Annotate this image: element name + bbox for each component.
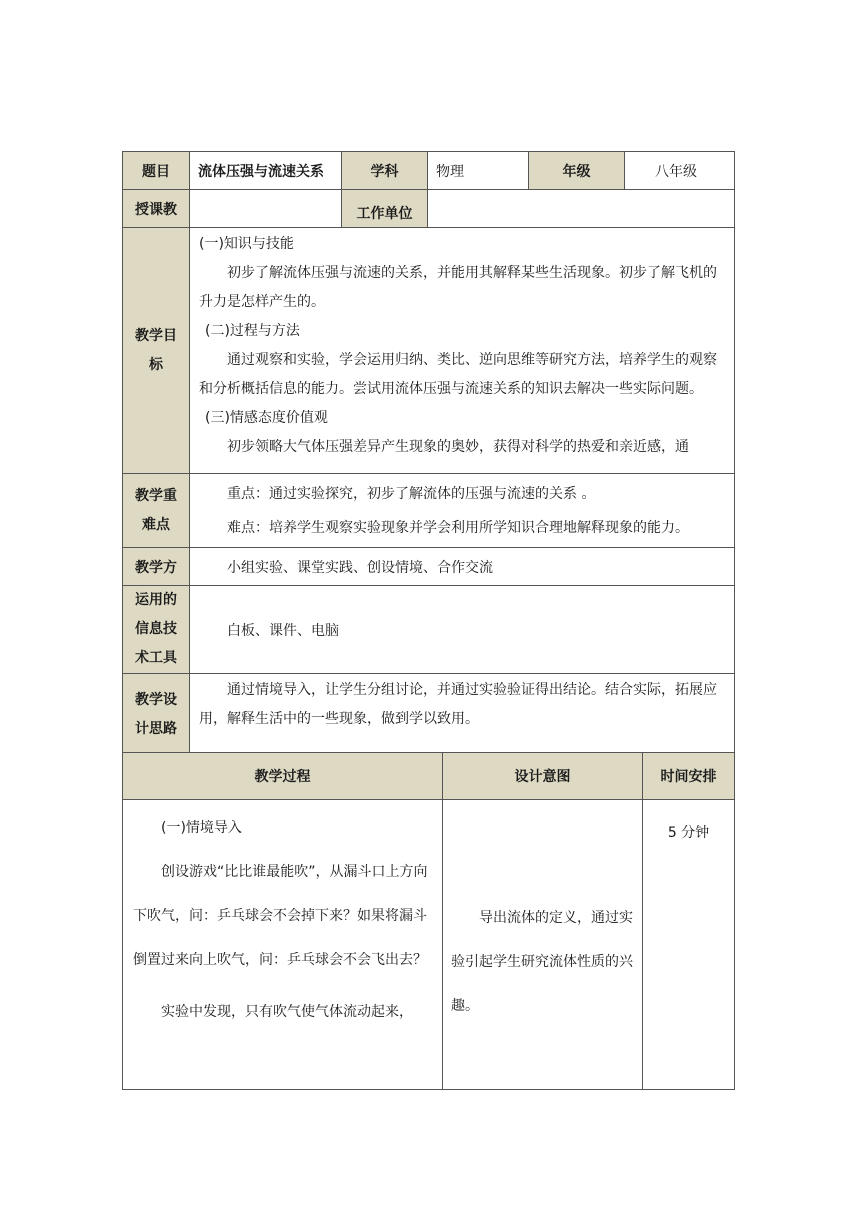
process-text-2: 实验中发现，只有吹气使气体流动起来， bbox=[161, 1004, 413, 1020]
key-points-label: 教学重难点 bbox=[123, 474, 190, 548]
process-cell bbox=[123, 800, 443, 1090]
process-title: (一)情境导入 bbox=[161, 820, 242, 836]
unit-label: 工作单位 bbox=[342, 190, 428, 228]
lesson-info-table bbox=[122, 151, 735, 756]
methods-value: 小组实验、课堂实践、创设情境、合作交流 bbox=[190, 548, 735, 586]
tools-value: 白板、课件、电脑 bbox=[190, 586, 735, 674]
grade-label: 年级 bbox=[529, 152, 625, 190]
key-point-focus: 重点：通过实验探究，初步了解流体的压强与流速的关系 。 bbox=[227, 485, 596, 502]
goals-heading-1: (一)知识与技能 bbox=[199, 236, 294, 252]
design-value: 通过情境导入，让学生分组讨论，并通过实验验证得出结论。结合实际，拓展应用，解释生活中的一些现象，做到学以致用。 bbox=[199, 682, 717, 727]
topic-value: 流体压强与流速关系 bbox=[190, 152, 342, 190]
goals-heading-2: (二)过程与方法 bbox=[205, 323, 300, 339]
goals-label: 教学目标 bbox=[123, 228, 190, 474]
teaching-process-table bbox=[122, 752, 735, 1090]
methods-label: 教学方 bbox=[123, 548, 190, 586]
time-cell: 5 分钟 bbox=[643, 800, 735, 1090]
goals-heading-3: (三)情感态度价值观 bbox=[205, 410, 328, 426]
teacher-value bbox=[190, 190, 342, 228]
design-label: 教学设计思路 bbox=[123, 674, 190, 756]
intent-column-header: 设计意图 bbox=[443, 753, 643, 800]
goals-paragraph-1: 初步了解流体压强与流速的关系，并能用其解释某些生活现象。初步了解飞机的升力是怎样产生的。 bbox=[199, 265, 717, 310]
goals-cell bbox=[190, 228, 735, 474]
process-text: 创设游戏“比比谁最能吹”，从漏斗口上方向下吹气，问：乒乓球会不会掉下来？如果将漏斗倒置过来向上吹气，问：乒乓球会不会飞出去？ bbox=[133, 864, 428, 968]
unit-value bbox=[428, 190, 735, 228]
time-column-header: 时间安排 bbox=[643, 753, 735, 800]
tools-label: 运用的信息技术工具 bbox=[123, 586, 190, 674]
intent-cell bbox=[443, 800, 643, 1090]
process-column-header: 教学过程 bbox=[123, 753, 443, 800]
key-point-difficulty: 难点：培养学生观察实验现象并学会利用所学知识合理地解释现象的能力。 bbox=[227, 519, 689, 536]
goals-paragraph-3: 初步领略大气体压强差异产生现象的奥妙，获得对科学的热爱和亲近感，通 bbox=[227, 439, 689, 455]
intent-text: 导出流体的定义，通过实验引起学生研究流体性质的兴趣。 bbox=[451, 910, 633, 1014]
grade-value: 八年级 bbox=[625, 152, 735, 190]
key-points-cell bbox=[190, 474, 735, 548]
goals-paragraph-2: 通过观察和实验，学会运用归纳、类比、逆向思维等研究方法，培养学生的观察和分析概括信息的能力。尝试用流体压强与流速关系的知识去解决一些实际问题。 bbox=[199, 352, 717, 397]
topic-label: 题目 bbox=[123, 152, 190, 190]
teacher-label: 授课教 bbox=[123, 190, 190, 228]
design-cell bbox=[190, 674, 735, 756]
subject-value: 物理 bbox=[428, 152, 529, 190]
subject-label: 学科 bbox=[342, 152, 428, 190]
